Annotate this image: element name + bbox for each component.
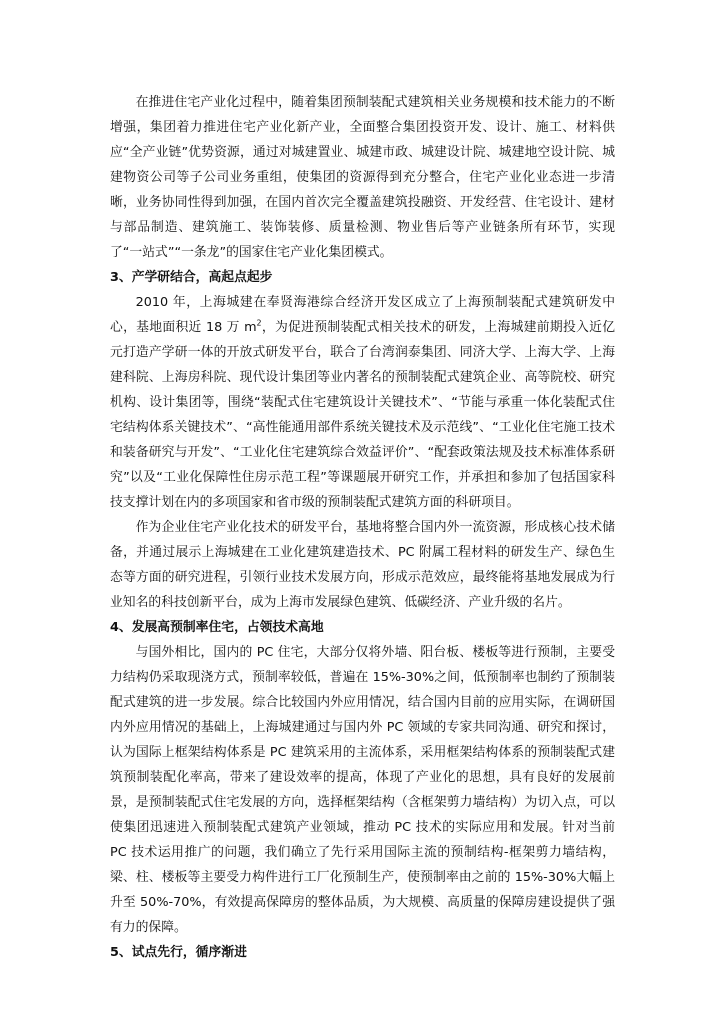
heading-pilot-first: 5、试点先行，循序渐进	[110, 945, 247, 960]
document-body	[110, 90, 615, 965]
superscript-squared: 2	[256, 318, 262, 328]
paragraph-pc-housing: 与国外相比，国内的 PC 住宅，大部分仅将外墙、阳台板、楼板等进行预制，主要受力结构仍采取现浇方式，预制率较低，普遍在 15%-30%之间，低预制率也制约了预制装配式建筑的进一步发展。综合比较国内外应用情况，结合国内目前的应用实际，在调研国内外应用情况的基础上，上海城建通过与国内外 PC 领域的专家共同沟通、研究和探讨，认为国际上框架结构体系是 PC 建筑采用的主流体系，采用框架结构体系的预制装配式建筑预制装配化率高，带来了建设效率的提高，体现了产业化的思想，具有良好的发展前景，是预制装配式住宅发展的方向，选择框架结构（含框架剪力墙结构）为切入点，可以使集团迅速进入预制装配式建筑产业领域，推动 PC 技术的实际应用和发展。针对当前 PC 技术运用推广的问题，我们确立了先行采用国际主流的预制结构-框架剪力墙结构，梁、柱、楼板等主要受力构件进行工厂化预制生产，使预制率由之前的 15%-30%大幅上升至 50%-70%，有效提高保障房的整体品质，为大规模、高质量的保障房建设提供了强有力的保障。	[110, 645, 615, 935]
paragraph-rd-center-text-1: 2010 年，上海城建在奉贤海港综合经济开发区成立了上海预制装配式建筑研发中心，基地面积近 18 万 m	[110, 295, 615, 335]
heading-industry-research: 3、产学研结合，高起点起步	[110, 270, 273, 285]
paragraph-rd-center-text-2: ，为促进预制装配式相关技术的研发，上海城建前期投入近亿元打造产学研一体的开放式研发平台，联合了台湾润泰集团、同济大学、上海大学、上海建科院、上海房科院、现代设计集团等业内著名的预制装配式建筑企业、高等院校、研究机构、设计集团等，围绕“装配式住宅建筑设计关键技术”、“节能与承重一体化装配式住宅结构体系关键技术”、“高性能通用部件系统关键技术及示范线”、“工业化住宅施工技术和装备研究与开发”、“工业化住宅建筑综合效益评价”、“配套政策法规及技术标准体系研究”以及“工业化保障性住房示范工程”等课题展开研究工作，并承担和参加了包括国家科技支撑计划在内的多项国家和省市级的预制装配式建筑方面的科研项目。	[110, 320, 616, 510]
paragraph-rd-center	[110, 290, 615, 515]
paragraph-industrialization-group: 在推进住宅产业化过程中，随着集团预制装配式建筑相关业务规模和技术能力的不断增强，集团着力推进住宅产业化新产业，全面整合集团投资开发、设计、施工、材料供应“全产业链”优势资源，通过对城建置业、城建市政、城建设计院、城建地空设计院、城建物资公司等子公司业务重组，使集团的资源得到充分整合，住宅产业化业态进一步清晰，业务协同性得到加强，在国内首次完全覆盖建筑投融资、开发经营、住宅设计、建材与部品制造、建筑施工、装饰装修、质量检测、物业售后等产业链条所有环节，实现了“一站式”“一条龙”的国家住宅产业化集团模式。	[110, 95, 615, 260]
heading-high-prefab-rate: 4、发展高预制率住宅，占领技术高地	[110, 620, 324, 635]
paragraph-rd-platform: 作为企业住宅产业化技术的研发平台，基地将整合国内外一流资源，形成核心技术储备，并通过展示上海城建在工业化建筑建造技术、PC 附属工程材料的研发生产、绿色生态等方面的研究进程，引领行业技术发展方向，形成示范效应，最终能将基地发展成为行业知名的科技创新平台，成为上海市发展绿色建筑、低碳经济、产业升级的名片。	[110, 520, 615, 610]
